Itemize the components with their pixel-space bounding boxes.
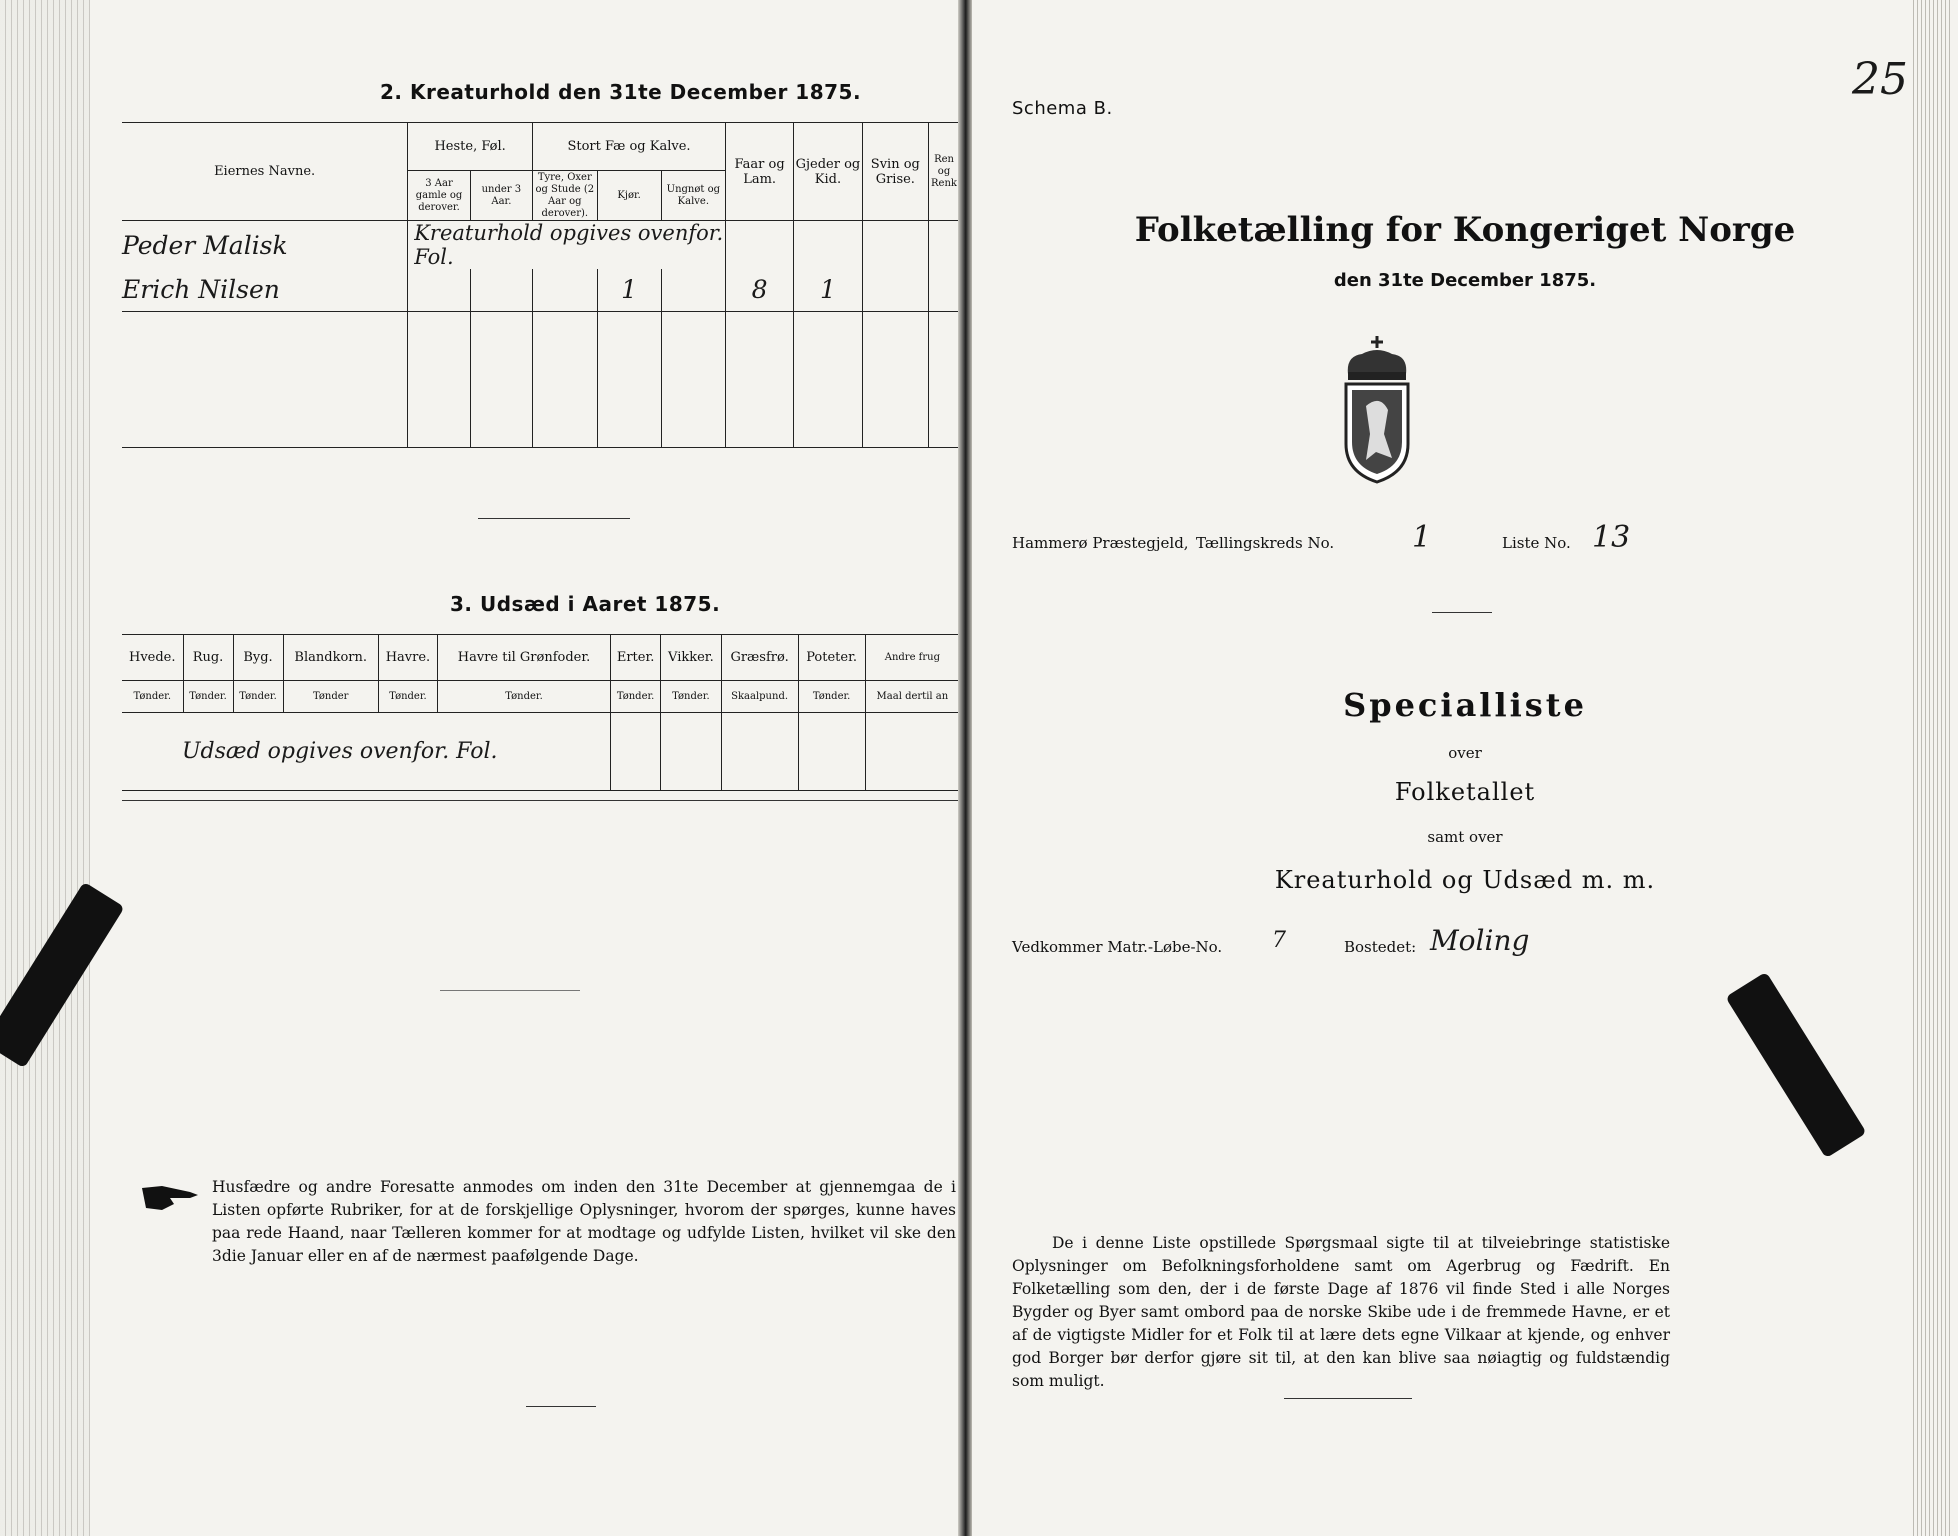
seed-col-header: Vikker. [661,635,722,681]
seed-col-unit: Tønder. [798,681,865,713]
list-value: 13 [1592,520,1631,555]
seed-col-unit: Skaalpund. [721,681,798,713]
seed-col-header: Byg. [233,635,283,681]
district-label: Tællingskreds No. [1196,534,1335,552]
seed-table [122,634,958,791]
seed-col-unit: Tønder. [661,681,722,713]
divider [1432,612,1492,613]
col-horses-header: Heste, Føl. [408,123,533,171]
col-horses-old: 3 Aar gamle og derover. [408,171,471,221]
col-sheep-header: Faar og Lam. [726,123,794,221]
coat-of-arms-icon [1340,334,1414,484]
matr-label: Vedkommer Matr.-Løbe-No. [1012,938,1223,956]
page-edge [0,0,90,1536]
seed-col-header: Blandkorn. [283,635,378,681]
table-row [122,221,958,270]
seed-col-header: Havre til Grønfoder. [437,635,610,681]
seed-col-unit: Tønder. [183,681,233,713]
seed-col-unit: Maal dertil an [865,681,958,713]
seed-col-unit: Tønder. [122,681,183,713]
col-goats-header: Gjeder og Kid. [794,123,862,221]
matr-value: 7 [1272,928,1286,953]
kreatur-line: Kreaturhold og Udsæd m. m. [1274,866,1656,894]
schema-label: Schema B. [1012,98,1113,119]
seed-col-unit: Tønder. [233,681,283,713]
divider [440,990,580,991]
seed-col-header: Havre. [378,635,437,681]
note-cell: Kreaturhold opgives ovenfor. Fol. [408,221,726,270]
seed-col-header: Poteter. [798,635,865,681]
page-number: 25 [1852,54,1908,105]
col-cattle-cows: Kjør. [597,171,661,221]
samt-over-label: samt over [1427,828,1503,846]
sheep-cell: 8 [726,269,794,311]
pointing-hand-icon [140,1180,200,1214]
seed-col-unit: Tønder [283,681,378,713]
seed-col-unit: Tønder. [611,681,661,713]
section3-title: 3. Udsæd i Aaret 1875. [450,592,721,616]
main-title: Folketælling for Kongeriget Norge [1134,210,1796,250]
over-label: over [1448,744,1482,762]
col-reindeer-header: Ren og Renk [929,123,958,221]
book-gutter [958,0,972,1536]
district-value: 1 [1412,520,1432,555]
divider [526,1406,596,1407]
table-row [122,269,958,311]
col-cattle-oxen: Tyre, Oxer og Stude (2 Aar og derover). [533,171,598,221]
livestock-table [122,122,958,448]
goats-cell: 1 [794,269,862,311]
folketallet-label: Folketallet [1394,778,1536,806]
seed-col-header: Rug. [183,635,233,681]
seed-note-cell: Udsæd opgives ovenfor. Fol. [122,713,611,791]
seed-col-header: Erter. [611,635,661,681]
owner-cell: Erich Nilsen [122,269,408,311]
col-horses-young: under 3 Aar. [470,171,532,221]
notice-text: Husfædre og andre Foresatte anmodes om inden den 31te December at gjennemgaa de i Listen opførte Rubriker, for at de forskjellige Oplysninger, hvorom der spørges, kunne haves paa rede Haand, naar Tælleren kommer for at modtage og udfylde Listen, hvilket vil ske den 3die Januar eller en af de nærmest paafølgende Dage. [212,1178,956,1265]
col-cattle-header: Stort Fæ og Kalve. [533,123,726,171]
table-row [122,713,958,791]
bosted-value: Moling [1430,924,1530,957]
divider [478,518,630,519]
page-tab [1725,972,1866,1159]
seed-col-header: Græsfrø. [721,635,798,681]
seed-col-header: Andre frug [865,635,958,681]
col-cattle-young: Ungnøt og Kalve. [661,171,725,221]
divider [1284,1398,1412,1399]
left-page [0,0,958,1536]
section2-title: 2. Kreaturhold den 31te December 1875. [380,80,862,104]
right-page [972,0,1958,1536]
cows-cell: 1 [597,269,661,311]
date-line: den 31te December 1875. [1333,270,1597,291]
divider [122,800,958,801]
seed-col-unit: Tønder. [378,681,437,713]
seed-col-header: Hvede. [122,635,183,681]
bosted-label: Bostedet: [1344,938,1417,956]
special-title: Specialliste [1343,686,1587,724]
owner-cell: Peder Malisk [122,221,408,270]
seed-col-unit: Tønder. [437,681,610,713]
parish-label: Hammerø Præstegjeld, [1012,534,1189,552]
col-owner-header: Eiernes Navne. [122,123,408,221]
col-pigs-header: Svin og Grise. [862,123,928,221]
list-label: Liste No. [1502,534,1571,552]
body-text: De i denne Liste opstillede Spørgsmaal sigte til at tilveiebringe statistiske Oplysninger om Befolkningsforholdene samt om Agerbrug og Fædrift. En Folketælling som den, der i de første Dage af 1876 vil finde Sted i alle Norges Bygder og Byer samt ombord paa de norske Skibe ude i de fremmede Havne, er et af de vigtigste Midler for et Folk til at lære dets egne Vilkaar at kjende, og enhver god Borger bør derfor gjøre sit til, at den kan blive saa nøiagtig og fuldstændig som muligt. [1012,1234,1670,1390]
